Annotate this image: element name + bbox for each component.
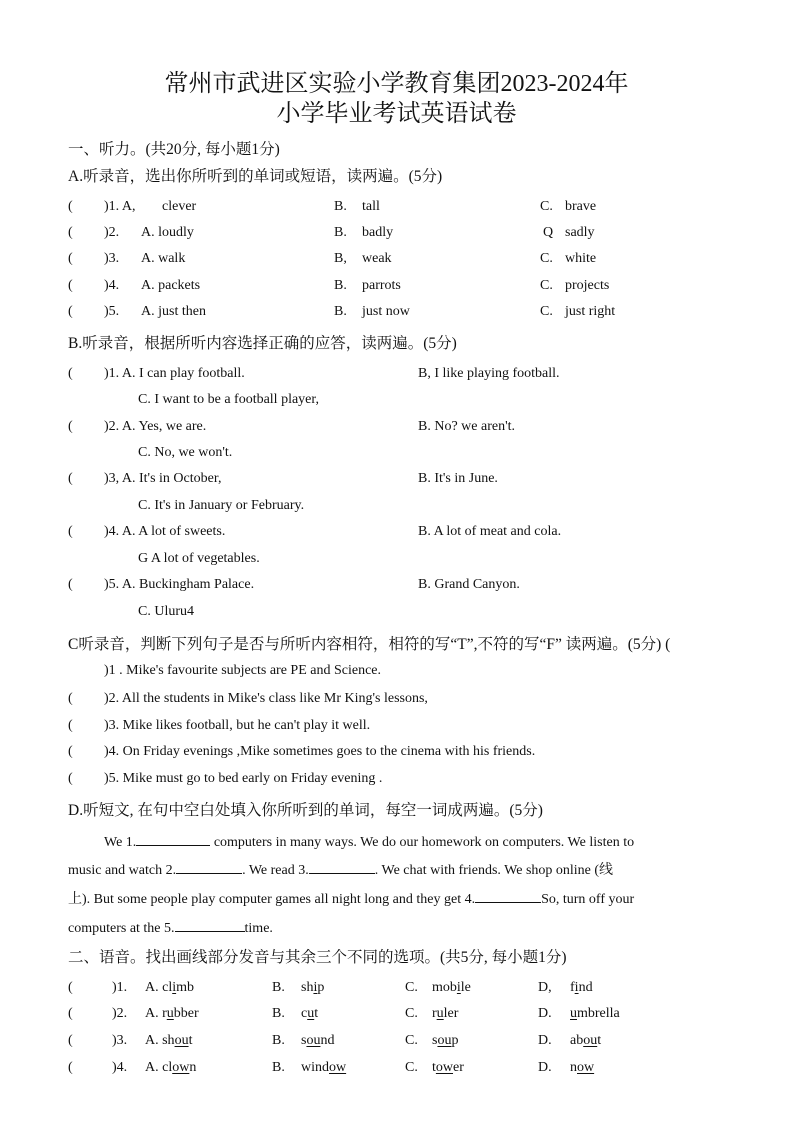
option-d: now bbox=[570, 1060, 595, 1075]
answer-paren: ( bbox=[68, 744, 73, 759]
option-b-label: B. bbox=[272, 1006, 285, 1021]
option-b-label: B. bbox=[334, 304, 347, 319]
answer-paren: ( bbox=[68, 278, 73, 293]
question-number: )4. bbox=[112, 1060, 128, 1075]
option-d-label: D. bbox=[538, 1033, 552, 1048]
option-b: sound bbox=[301, 1033, 335, 1048]
passage-line-2 bbox=[68, 859, 718, 880]
option-b: cut bbox=[301, 1006, 319, 1021]
option-d-label: D. bbox=[538, 1060, 552, 1075]
question-number: )3. bbox=[104, 251, 120, 266]
option-c: C. I want to be a football player, bbox=[138, 392, 319, 407]
blank-5[interactable] bbox=[175, 917, 245, 932]
option-b: B. It's in June. bbox=[418, 471, 498, 486]
option-b: B. Grand Canyon. bbox=[418, 577, 520, 592]
answer-paren: ( bbox=[68, 366, 73, 381]
option-c: C. Uluru4 bbox=[138, 604, 194, 619]
option-b: window bbox=[301, 1060, 347, 1075]
option-a: )2. A. Yes, we are. bbox=[104, 419, 207, 434]
option-b: B, I like playing football. bbox=[418, 366, 560, 381]
option-c: white bbox=[565, 251, 597, 266]
option-b-label: B. bbox=[272, 1060, 285, 1075]
option-a: )3, A. It's in October, bbox=[104, 471, 222, 486]
statement: )3. Mike likes football, but he can't play it well. bbox=[104, 718, 371, 733]
option-b-label: B. bbox=[272, 1033, 285, 1048]
statement: )2. All the students in Mike's class like Mr King's lessons, bbox=[104, 691, 428, 706]
passage-text: music and watch 2. bbox=[68, 863, 177, 878]
passage-text: . We read 3. bbox=[242, 863, 309, 878]
passage-text: . We chat with friends. We shop online (线 bbox=[374, 863, 614, 878]
option-c: projects bbox=[565, 278, 610, 293]
option-a: clever bbox=[162, 199, 197, 214]
part-b-instruction: B.听录音，根据所听内容选择正确的应答，读两遍。(5分) bbox=[68, 335, 457, 352]
phonics-heading: 二、语音。找出画线部分发音与其余三个不同的选项。(共5分, 每小题1分) bbox=[68, 949, 567, 966]
option-a: A. climb bbox=[145, 980, 194, 995]
option-a: A. walk bbox=[141, 251, 186, 266]
option-a: )1. A. I can play football. bbox=[104, 366, 245, 381]
option-c-label: C. bbox=[405, 1006, 418, 1021]
answer-paren: ( bbox=[68, 199, 73, 214]
answer-paren: ( bbox=[68, 251, 73, 266]
option-c: tower bbox=[432, 1060, 464, 1075]
answer-paren: ( bbox=[68, 771, 73, 786]
passage-line-3 bbox=[68, 888, 718, 909]
option-a: A. clown bbox=[145, 1060, 197, 1075]
option-b: ship bbox=[301, 980, 325, 995]
answer-paren: ( bbox=[68, 1033, 73, 1048]
question-number: )4. bbox=[104, 278, 120, 293]
statement: )4. On Friday evenings ,Mike sometimes goes to the cinema with his friends. bbox=[104, 744, 536, 759]
option-b-label: B. bbox=[334, 199, 347, 214]
option-b: just now bbox=[362, 304, 410, 319]
passage-text: computers in many ways. We do our homework on computers. We listen to bbox=[210, 835, 635, 850]
option-b: B. A lot of meat and cola. bbox=[418, 524, 562, 539]
option-c: G A lot of vegetables. bbox=[138, 551, 260, 566]
option-c: C. It's in January or February. bbox=[138, 498, 305, 513]
passage-text: So, turn off your bbox=[541, 892, 635, 907]
passage-text: computers at the 5. bbox=[68, 921, 175, 936]
option-a: )4. A. A lot of sweets. bbox=[104, 524, 226, 539]
question-number: )1. bbox=[112, 980, 128, 995]
option-c-label: C. bbox=[540, 199, 553, 214]
part-c-instruction: C听录音，判断下列句子是否与所听内容相符，相符的写“T”,不符的写“F” 读两遍。(5分) ( bbox=[68, 636, 671, 653]
option-a: )5. A. Buckingham Palace. bbox=[104, 577, 255, 592]
option-b-label: B. bbox=[334, 225, 347, 240]
option-b: B. No? we aren't. bbox=[418, 419, 515, 434]
part-d-instruction: D.听短文, 在句中空白处填入你所听到的单词，每空一词成两遍。(5分) bbox=[68, 802, 543, 819]
question-number: )3. bbox=[112, 1033, 128, 1048]
answer-paren: ( bbox=[68, 304, 73, 319]
exam-title-line-1: 常州市武进区实验小学教育集团2023-2024年 bbox=[164, 71, 629, 97]
option-d-label: D. bbox=[538, 1006, 552, 1021]
option-c-label: C. bbox=[405, 1033, 418, 1048]
option-b: tall bbox=[362, 199, 380, 214]
blank-2[interactable] bbox=[176, 859, 242, 874]
option-a: A. shout bbox=[145, 1033, 193, 1048]
passage-line-4 bbox=[68, 917, 718, 938]
answer-paren: ( bbox=[68, 577, 73, 592]
answer-paren: ( bbox=[68, 419, 73, 434]
option-c: just right bbox=[565, 304, 616, 319]
statement: )1 . Mike's favourite subjects are PE and Science. bbox=[104, 663, 381, 678]
passage-text: 上). But some people play computer games all night long and they get 4. bbox=[68, 892, 476, 907]
option-c: sadly bbox=[565, 225, 595, 240]
answer-paren: ( bbox=[68, 980, 73, 995]
option-b-label: B. bbox=[334, 278, 347, 293]
answer-paren: ( bbox=[68, 225, 73, 240]
answer-paren: ( bbox=[68, 718, 73, 733]
option-d: find bbox=[570, 980, 593, 995]
option-a: A. packets bbox=[141, 278, 201, 293]
blank-1[interactable] bbox=[136, 831, 210, 846]
option-c-label: C. bbox=[540, 304, 553, 319]
option-b: weak bbox=[362, 251, 392, 266]
option-c: mobile bbox=[432, 980, 471, 995]
option-b: badly bbox=[362, 225, 394, 240]
listening-heading: 一、听力。(共20分, 每小题1分) bbox=[68, 141, 280, 158]
option-a: A. just then bbox=[141, 304, 206, 319]
option-a: A. loudly bbox=[141, 225, 194, 240]
answer-paren: ( bbox=[68, 524, 73, 539]
option-c-label: C. bbox=[540, 251, 553, 266]
question-number: )2. bbox=[104, 225, 120, 240]
option-c: soup bbox=[432, 1033, 459, 1048]
passage-text: We 1. bbox=[104, 835, 137, 850]
passage-text: time. bbox=[244, 921, 273, 936]
question-number: )2. bbox=[112, 1006, 128, 1021]
option-c: brave bbox=[565, 199, 597, 214]
option-a: A. rubber bbox=[145, 1006, 199, 1021]
option-d: umbrella bbox=[570, 1006, 620, 1021]
option-d-label: D, bbox=[538, 980, 552, 995]
blank-3[interactable] bbox=[309, 859, 375, 874]
answer-paren: ( bbox=[68, 1060, 73, 1075]
question-number: )5. bbox=[104, 304, 120, 319]
part-a-instruction: A.听录音，选出你所听到的单词或短语，读两遍。(5分) bbox=[68, 168, 443, 185]
answer-paren: ( bbox=[68, 1006, 73, 1021]
option-c-label: C. bbox=[405, 980, 418, 995]
option-b-label: B. bbox=[272, 980, 285, 995]
passage-line-1 bbox=[104, 831, 724, 852]
statement: )5. Mike must go to bed early on Friday evening . bbox=[104, 771, 383, 786]
option-b-label: B, bbox=[334, 251, 347, 266]
option-c-label: C. bbox=[405, 1060, 418, 1075]
answer-paren: ( bbox=[68, 691, 73, 706]
answer-paren: ( bbox=[68, 471, 73, 486]
option-c-label: Q bbox=[543, 225, 554, 240]
exam-title-line-2: 小学毕业考试英语试卷 bbox=[276, 101, 517, 127]
option-c-label: C. bbox=[540, 278, 553, 293]
option-b: parrots bbox=[362, 278, 401, 293]
question-number: )1. A, bbox=[104, 199, 136, 214]
blank-4[interactable] bbox=[475, 888, 541, 903]
option-c: C. No, we won't. bbox=[138, 445, 233, 460]
option-d: about bbox=[570, 1033, 602, 1048]
option-c: ruler bbox=[432, 1006, 459, 1021]
